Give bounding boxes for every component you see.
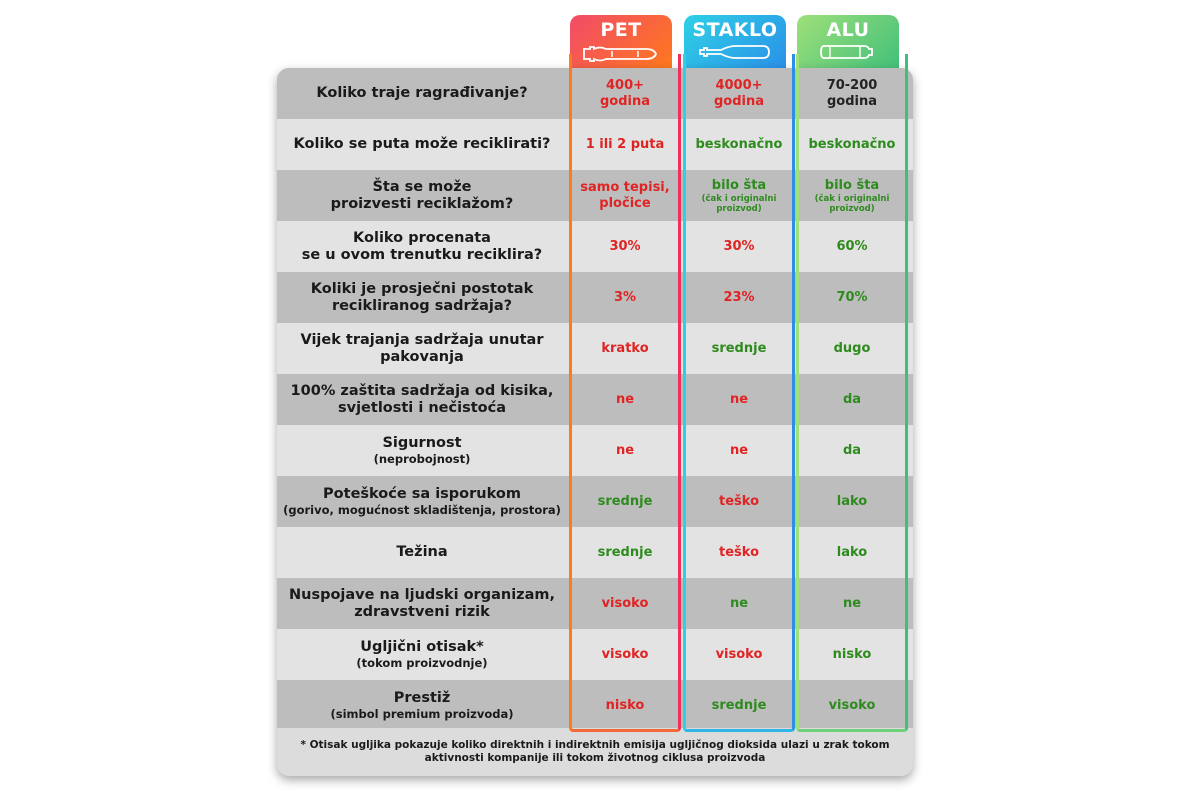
cell-value: visoko (828, 697, 876, 713)
column-header-label: ALU (826, 19, 870, 41)
cell-value: teško (719, 493, 759, 509)
cell-value: ne (729, 595, 749, 611)
cell-value: ne (729, 442, 749, 458)
cell-value: 30% (723, 238, 755, 254)
question-line: Koliko traje ragrađivanje? (316, 85, 528, 101)
question-line: Ugljični otisak* (360, 638, 484, 655)
question-subtitle: (tokom proizvodnje) (356, 655, 488, 670)
value-cell-alu (796, 578, 908, 629)
row-question (277, 680, 567, 731)
row-question (277, 119, 567, 170)
cell-note: (čak i originalni (701, 193, 777, 204)
comparison-table (277, 68, 913, 776)
value-cell-pet (569, 272, 681, 323)
question-line: Nuspojave na ljudski organizam, (288, 586, 556, 603)
question-line: zdravstveni rizik (354, 603, 490, 620)
row-question (277, 170, 567, 221)
cell-value: ne (729, 391, 749, 407)
aluminium-can-icon (818, 42, 878, 62)
table-row (277, 119, 913, 170)
column-header-pet (570, 15, 672, 73)
table-row (277, 374, 913, 425)
cell-value: teško (719, 544, 759, 560)
question-line: Poteškoće sa isporukom (323, 485, 521, 502)
cell-value: srednje (711, 697, 767, 713)
value-cell-pet (569, 374, 681, 425)
question-line: Koliko procenata (353, 229, 491, 246)
cell-note: proizvod) (829, 203, 875, 214)
question-subtitle: (gorivo, mogućnost skladištenja, prostora) (283, 502, 561, 517)
value-cell-alu (796, 680, 908, 731)
cell-value: 30% (609, 238, 641, 254)
footnote (277, 728, 913, 776)
cell-value: godina (599, 93, 651, 109)
value-cell-pet (569, 119, 681, 170)
table-row (277, 527, 913, 578)
question-subtitle: (neprobojnost) (373, 451, 471, 466)
cell-value: bilo šta (824, 177, 880, 193)
value-cell-pet (569, 680, 681, 731)
question-line: Koliko se puta može reciklirati? (293, 136, 551, 152)
value-cell-pet (569, 170, 681, 221)
cell-value: godina (826, 93, 878, 109)
cell-value: 70-200 (826, 77, 878, 93)
column-header-staklo (684, 15, 786, 73)
row-question (277, 527, 567, 578)
value-cell-pet (569, 323, 681, 374)
value-cell-alu (796, 629, 908, 680)
column-header-label: STAKLO (692, 19, 778, 41)
value-cell-alu (796, 272, 908, 323)
question-line: svjetlosti i nečistoća (338, 399, 506, 416)
table-row (277, 170, 913, 221)
column-header-label: PET (600, 19, 642, 41)
cell-value: srednje (597, 493, 653, 509)
value-cell-pet (569, 425, 681, 476)
glass-bottle-icon (696, 42, 774, 62)
cell-value: ne (842, 595, 862, 611)
table-row (277, 68, 913, 119)
cell-note: proizvod) (716, 203, 762, 214)
cell-value: srednje (597, 544, 653, 560)
cell-value: 4000+ (715, 77, 763, 93)
value-cell-staklo (683, 221, 795, 272)
value-cell-staklo (683, 374, 795, 425)
row-question (277, 629, 567, 680)
table-row (277, 578, 913, 629)
row-question (277, 68, 567, 119)
question-line: se u ovom trenutku reciklira? (301, 246, 543, 263)
cell-value: kratko (601, 340, 649, 356)
row-question (277, 425, 567, 476)
question-line: Težina (396, 544, 448, 560)
value-cell-alu (796, 425, 908, 476)
table-row (277, 680, 913, 731)
value-cell-staklo (683, 323, 795, 374)
table-row (277, 476, 913, 527)
table-row (277, 323, 913, 374)
value-cell-alu (796, 527, 908, 578)
cell-value: ne (615, 442, 635, 458)
cell-value: pločice (599, 195, 651, 211)
value-cell-staklo (683, 272, 795, 323)
cell-value: 1 ili 2 puta (585, 136, 665, 152)
question-line: pakovanja (380, 348, 464, 365)
value-cell-alu (796, 119, 908, 170)
cell-value: godina (713, 93, 765, 109)
cell-value: beskonačno (695, 136, 783, 152)
footnote-text: * Otisak ugljika pokazuje koliko direktnih i indirektnih emisija ugljičnog dioksida ulazi u zrak tokom aktivnosti kompanije ili tokom životnog ciklusa proizvoda (300, 739, 890, 764)
cell-value: 23% (723, 289, 755, 305)
cell-value: ne (615, 391, 635, 407)
value-cell-staklo (683, 476, 795, 527)
value-cell-alu (796, 374, 908, 425)
value-cell-pet (569, 221, 681, 272)
row-question (277, 221, 567, 272)
question-line: recikliranog sadržaja? (331, 297, 513, 314)
row-question (277, 272, 567, 323)
cell-value: 3% (613, 289, 637, 305)
column-header-alu (797, 15, 899, 73)
value-cell-staklo (683, 680, 795, 731)
table-row (277, 221, 913, 272)
value-cell-staklo (683, 68, 795, 119)
value-cell-pet (569, 527, 681, 578)
value-cell-pet (569, 578, 681, 629)
row-question (277, 476, 567, 527)
value-cell-alu (796, 323, 908, 374)
table-row (277, 272, 913, 323)
plastic-bottle-icon (582, 42, 660, 62)
cell-value: lako (836, 493, 868, 509)
cell-value: 400+ (605, 77, 645, 93)
value-cell-staklo (683, 119, 795, 170)
value-cell-alu (796, 68, 908, 119)
question-line: Koliki je prosječni postotak (310, 280, 534, 297)
cell-value: da (842, 442, 862, 458)
cell-value: da (842, 391, 862, 407)
row-question (277, 323, 567, 374)
value-cell-alu (796, 170, 908, 221)
question-line: Vijek trajanja sadržaja unutar (300, 331, 544, 348)
cell-value: 60% (836, 238, 868, 254)
table-row (277, 425, 913, 476)
cell-value: beskonačno (808, 136, 896, 152)
value-cell-staklo (683, 170, 795, 221)
value-cell-alu (796, 476, 908, 527)
question-line: Sigurnost (382, 434, 462, 451)
question-line: proizvesti reciklažom? (330, 195, 514, 212)
question-line: 100% zaštita sadržaja od kisika, (290, 382, 554, 399)
value-cell-pet (569, 68, 681, 119)
value-cell-staklo (683, 425, 795, 476)
cell-value: bilo šta (711, 177, 767, 193)
value-cell-staklo (683, 527, 795, 578)
value-cell-staklo (683, 629, 795, 680)
value-cell-pet (569, 476, 681, 527)
value-cell-pet (569, 629, 681, 680)
cell-note: (čak i originalni (814, 193, 890, 204)
cell-value: visoko (601, 646, 649, 662)
question-subtitle: (simbol premium proizvoda) (330, 706, 514, 721)
value-cell-staklo (683, 578, 795, 629)
cell-value: nisko (605, 697, 645, 713)
row-question (277, 374, 567, 425)
cell-value: lako (836, 544, 868, 560)
question-line: Prestiž (393, 689, 451, 706)
question-line: Šta se može (372, 178, 472, 195)
value-cell-alu (796, 221, 908, 272)
cell-value: nisko (832, 646, 872, 662)
cell-value: dugo (833, 340, 871, 356)
cell-value: visoko (601, 595, 649, 611)
cell-value: samo tepisi, (580, 179, 670, 195)
cell-value: visoko (715, 646, 763, 662)
table-row (277, 629, 913, 680)
cell-value: 70% (836, 289, 868, 305)
row-question (277, 578, 567, 629)
cell-value: srednje (711, 340, 767, 356)
